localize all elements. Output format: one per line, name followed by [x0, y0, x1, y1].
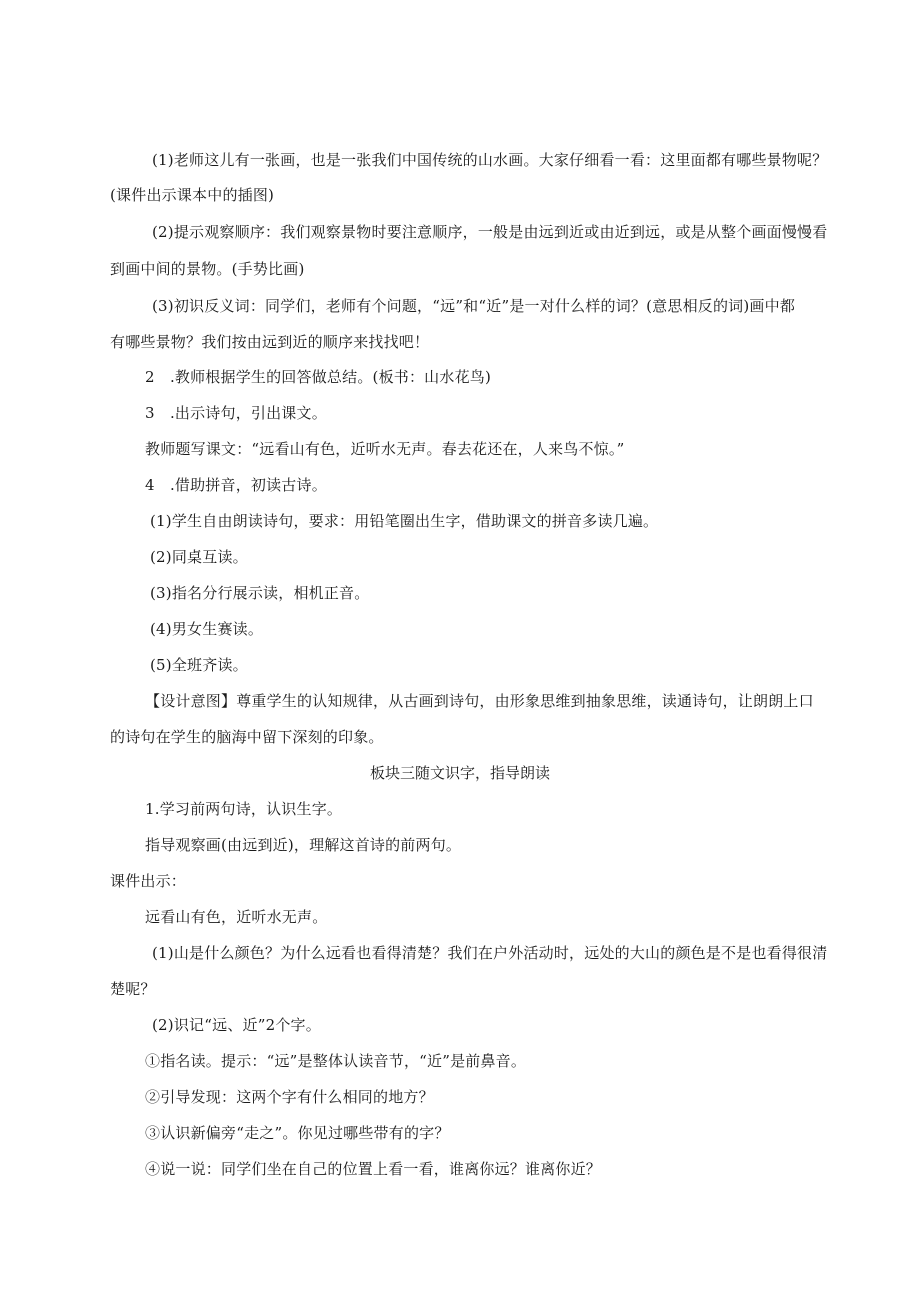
section-heading: 板块三随文识字，指导朗读 — [369, 764, 550, 782]
paragraph-line: 2 .教师根据学生的回答做总结。(板书：山水花鸟) — [145, 368, 492, 386]
paragraph-line: 楚呢？ — [110, 980, 156, 998]
paragraph-line: 【设计意图】尊重学生的认知规律，从古画到诗句，由形象思维到抽象思维，读通诗句，让朗朗上口 — [145, 692, 814, 710]
paragraph-line: 远看山有色，近听水无声。 — [145, 908, 328, 926]
paragraph-line: 教师题写课文：“远看山有色，近听水无声。春去花还在，人来鸟不惊。” — [145, 440, 625, 458]
paragraph-line: ①指名读。提示：“远”是整体认读音节，“近”是前鼻音。 — [145, 1052, 527, 1070]
paragraph-line: (5)全班齐读。 — [150, 656, 248, 674]
paragraph-line: (1)学生自由朗读诗句，要求：用铅笔圈出生字，借助课文的拼音多读几遍。 — [150, 512, 659, 530]
paragraph-line: ④说一说：同学们坐在自己的位置上看一看，谁离你远？谁离你近？ — [145, 1160, 602, 1178]
paragraph-line: 的诗句在学生的脑海中留下深刻的印象。 — [110, 728, 384, 746]
paragraph-line: (2)提示观察顺序：我们观察景物时要注意顺序，一般是由远到近或由近到远，或是从整个画面慢慢看 — [152, 223, 828, 241]
paragraph-line: (4)男女生赛读。 — [150, 620, 264, 638]
paragraph-line: 到画中间的景物。(手势比画) — [110, 260, 305, 278]
paragraph-line: 1.学习前两句诗，认识生字。 — [145, 800, 343, 818]
paragraph-line: (2)识记“远、近”2个字。 — [152, 1016, 321, 1034]
paragraph-line: (3)指名分行展示读，相机正音。 — [150, 584, 370, 602]
paragraph-line: 3 .出示诗句，引出课文。 — [145, 404, 327, 422]
paragraph-line: 课件出示： — [110, 872, 187, 890]
paragraph-line: (课件出示课本中的插图) — [110, 186, 275, 204]
paragraph-line: (3)初识反义词：同学们，老师有个问题，“远”和“近”是一对什么样的词？(意思相反的词)画中都 — [152, 297, 796, 315]
paragraph-line: (2)同桌互读。 — [150, 548, 248, 566]
paragraph-line: ③认识新偏旁“走之”。你见过哪些带有的字？ — [145, 1124, 450, 1142]
paragraph-line: (1)山是什么颜色？为什么远看也看得清楚？我们在户外活动时，远处的大山的颜色是不是也看得很清 — [152, 944, 828, 962]
paragraph-line: 指导观察画(由远到近)，理解这首诗的前两句。 — [145, 836, 462, 854]
paragraph-line: 4 .借助拼音，初读古诗。 — [145, 476, 327, 494]
paragraph-line: ②引导发现：这两个字有什么相同的地方？ — [145, 1088, 434, 1106]
paragraph-line: 有哪些景物？我们按由远到近的顺序来找找吧！ — [110, 333, 430, 351]
paragraph-line: (1)老师这儿有一张画，也是一张我们中国传统的山水画。大家仔细看一看：这里面都有哪些景物呢？ — [152, 151, 828, 169]
